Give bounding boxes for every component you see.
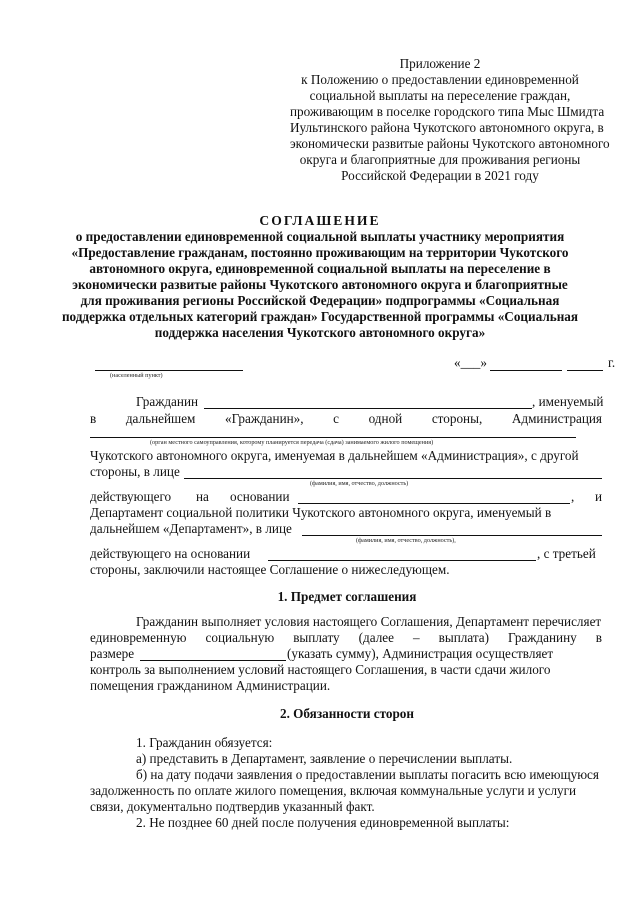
appendix-line: экономически развитые районы Чукотского автономного xyxy=(290,136,610,151)
amount-blank[interactable] xyxy=(140,660,286,661)
place-blank[interactable] xyxy=(95,370,243,371)
appendix-line: к Положению о предоставлении единовременной xyxy=(301,72,579,87)
paragraph-line xyxy=(90,630,602,646)
list-item: связи, документально подтвердив указанный факт. xyxy=(90,799,375,814)
year-suffix: г. xyxy=(608,355,616,370)
side-face-text: стороны, в лице xyxy=(90,464,180,479)
dept-basis-blank[interactable] xyxy=(268,560,536,561)
title-line: поддержка отдельных категорий граждан» Государственной программы «Социальная xyxy=(61,309,579,324)
title-line: о предоставлении единовременной социальной выплаты участнику мероприятия xyxy=(75,229,565,244)
org-blank[interactable] xyxy=(90,437,576,438)
dept-face-text: дальнейшем «Департамент», в лице xyxy=(90,521,292,536)
paragraph-line: (указать сумму), Администрация осуществляет xyxy=(287,646,554,661)
dept-rep-blank[interactable] xyxy=(302,535,602,536)
word: Администрация xyxy=(511,411,602,426)
word: с xyxy=(333,411,340,426)
list-item: 1. Гражданин обязуется: xyxy=(136,735,273,750)
appendix-number: Приложение 2 xyxy=(399,56,481,71)
list-item: 2. Не позднее 60 дней после получения единовременной выплаты: xyxy=(136,815,510,830)
appendix-line: Российской Федерации в 2021 году xyxy=(341,168,539,183)
citizen-name-blank[interactable] xyxy=(204,408,532,409)
word: (далее xyxy=(358,630,394,645)
fio-caption: (фамилия, имя, отчество, должность) xyxy=(310,480,409,487)
citizen-word: Гражданин xyxy=(136,394,199,409)
title-line: экономически развитые районы Чукотского автономного округа и благоприятные xyxy=(72,277,568,292)
appendix-line: социальной выплаты на переселение граждан, xyxy=(309,88,571,103)
paragraph-line: размере xyxy=(90,646,135,661)
word: действующего xyxy=(90,489,172,504)
word: социальную xyxy=(205,630,275,645)
word: «Гражданин», xyxy=(225,411,304,426)
paragraph-line: контроль за выполнением условий настоящего Соглашения, в части сдачи жилого xyxy=(90,662,551,677)
title-line: для проживания регионы Российской Федерации» подпрограммы «Социальная xyxy=(80,293,560,308)
paragraph-line: помещения гражданином Администрации. xyxy=(90,678,331,693)
named-text: , именуемый xyxy=(532,394,604,409)
appendix-line: проживающим в поселке городского типа Мыс Шмидта xyxy=(290,104,605,119)
page-title: СОГЛАШЕНИЕ xyxy=(259,213,381,228)
preamble-line: Департамент социальной политики Чукотского автономного округа, именуемый в xyxy=(90,505,552,520)
place-caption: (населенный пункт) xyxy=(110,372,163,379)
paragraph-line: Гражданин выполняет условия настоящего Соглашения, Департамент перечисляет xyxy=(136,614,602,629)
date-month-blank[interactable] xyxy=(490,370,562,371)
title-line: поддержка населения Чукотского автономного округа» xyxy=(154,325,486,340)
title-line: автономного округа, единовременной социальной выплаты на переселение в xyxy=(89,261,551,276)
list-item: задолженность по оплате жилого помещения, включая коммунальные услуги и услуги xyxy=(90,783,577,798)
word: одной xyxy=(368,411,403,426)
word: – xyxy=(413,630,420,645)
admin-basis-blank[interactable] xyxy=(298,503,570,504)
list-item: б) на дату подачи заявления о предоставлении выплаты погасить всю имеющуюся xyxy=(136,767,599,782)
word: основании xyxy=(230,489,290,504)
word: и xyxy=(595,489,603,504)
admin-rep-blank[interactable] xyxy=(184,478,602,479)
list-item: а) представить в Департамент, заявление о перечислении выплаты. xyxy=(136,751,513,766)
word: стороны, xyxy=(431,411,483,426)
word: единовременную xyxy=(90,630,187,645)
word: на xyxy=(196,489,209,504)
section-heading: 1. Предмет соглашения xyxy=(277,589,417,604)
title-line: «Предоставление гражданам, постоянно проживающим на территории Чукотского xyxy=(71,245,569,260)
word: в xyxy=(90,411,97,426)
date-day: «___» xyxy=(454,355,487,370)
word: выплату xyxy=(293,630,340,645)
word: , xyxy=(571,489,575,504)
preamble-line: стороны, заключили настоящее Соглашение о нижеследующем. xyxy=(90,562,450,577)
fio-caption: (фамилия, имя, отчество, должность), xyxy=(356,537,456,544)
word: выплата) xyxy=(438,630,490,645)
word: дальнейшем xyxy=(125,411,196,426)
preamble-line: Чукотского автономного округа, именуемая в дальнейшем «Администрация», с другой xyxy=(90,448,579,463)
org-caption: (орган местного самоуправления, которому планируется передача (сдача) занимаемого жилого помещения) xyxy=(150,439,434,446)
date-year-blank[interactable] xyxy=(567,370,603,371)
word: в xyxy=(595,630,602,645)
third-side-text: , с третьей xyxy=(537,546,596,561)
word: Гражданину xyxy=(508,630,577,645)
appendix-line: Иультинского района Чукотского автономного округа, в xyxy=(290,120,604,135)
acting-basis-text: действующего на основании xyxy=(90,546,251,561)
appendix-line: округа и благоприятные для проживания регионы xyxy=(299,152,581,167)
section-heading: 2. Обязанности сторон xyxy=(279,706,415,721)
preamble-line xyxy=(90,411,602,427)
